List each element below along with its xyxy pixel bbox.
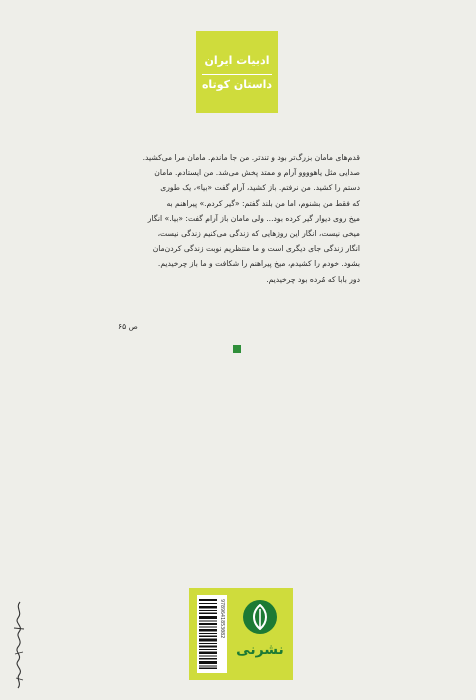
handwritten-signature [6, 598, 32, 696]
excerpt-line: انگار زندگی جای دیگری است و ما منتظریم نوبت زندگی کردن‌مان [152, 244, 360, 254]
series-subtitle: داستان کوتاه [202, 74, 272, 91]
excerpt-line: دور بابا که مُرده بود چرخیدیم. [266, 274, 360, 284]
barcode [197, 595, 227, 673]
leaf-icon [243, 600, 277, 634]
series-title: ادبیات ایران [204, 53, 270, 67]
barcode-plate [189, 588, 293, 680]
excerpt-line: که فقط من بشنوم، اما من بلند گفتم: «گیر کردم.» پیراهنم به [166, 198, 360, 208]
publisher-logo [234, 596, 286, 672]
book-excerpt [118, 150, 360, 287]
excerpt-line: میخ روی دیوار گیر کرده بود... ولی مامان باز آرام گفت: «بیا.» انگار [147, 213, 360, 223]
series-label-box [196, 31, 278, 113]
excerpt-line: میخی نیست، انگار این روزهایی که زندگی می‌کنیم زندگی نیست، [157, 229, 360, 239]
publisher-name: نشرنی [236, 642, 284, 658]
barcode-digits: 9789641853082 [219, 599, 225, 639]
excerpt-line: دستم را کشید. من نرفتم. باز کشید، آرام گفت «بیا»، یک طوری [160, 183, 360, 193]
barcode-bars-icon [199, 599, 217, 669]
green-square-ornament [233, 345, 241, 353]
excerpt-line: قدم‌های مامان بزرگ‌تر بود و تندتر. من جا ماندم. مامان مرا می‌کشید. [142, 153, 360, 162]
excerpt-line: بشود. خودم را کشیدم، میخ پیراهنم را شکافت و ما باز چرخیدیم. [157, 259, 360, 269]
page-reference: ص ۶۵ [118, 322, 138, 331]
excerpt-line: صدایی مثل یاهوووو آرام و ممتد پخش می‌شد. من ایستادم. مامان [154, 168, 360, 178]
